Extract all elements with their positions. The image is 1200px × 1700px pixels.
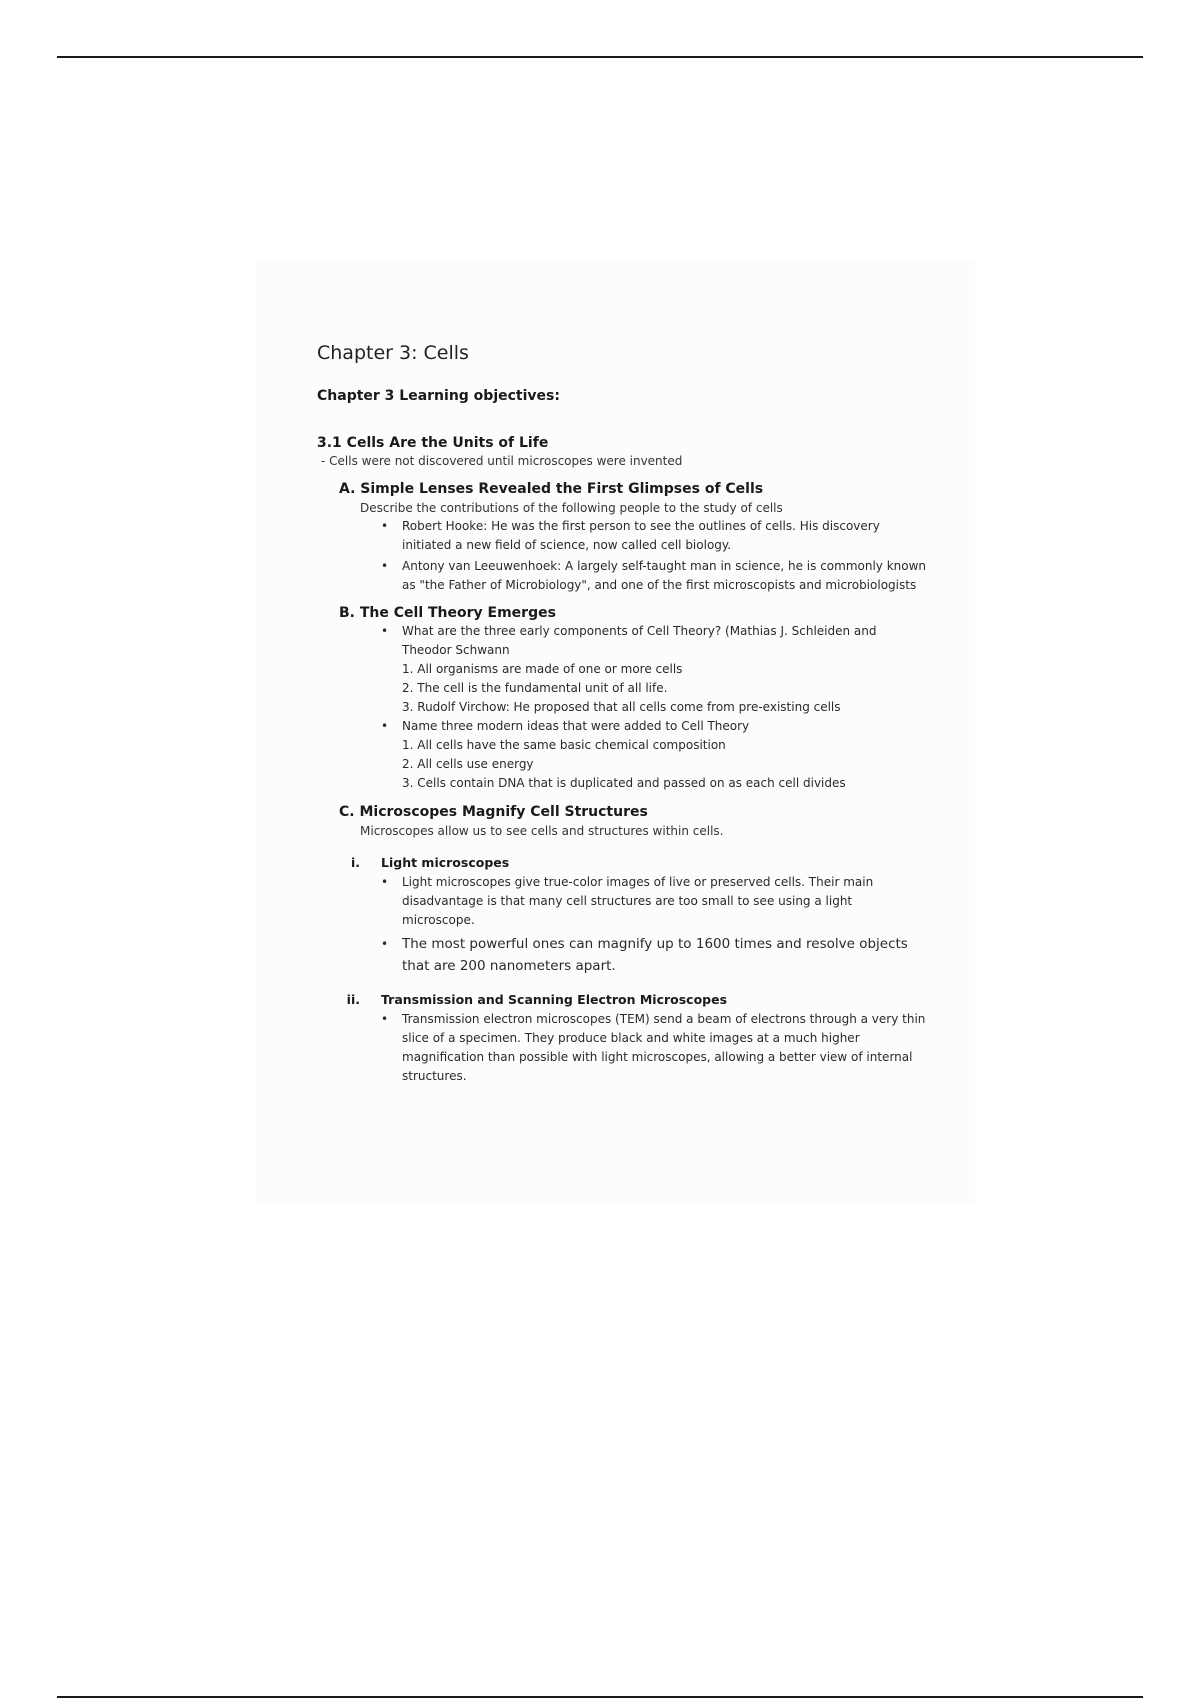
section-note: - Cells were not discovered until microscopes were invented [321,454,683,468]
sub-ii-heading [317,991,927,1009]
part-c-heading: C. Microscopes Magnify Cell Structures [339,804,648,820]
list-item: 1. All cells have the same basic chemical composition [402,738,726,752]
top-rule [57,56,1143,58]
list-item: 2. All cells use energy [402,757,534,771]
list-item: • What are the three early components of Cell Theory? (Mathias J. Schleiden and Theodor Schwann [381,622,927,660]
part-b-question-1 [317,622,927,660]
sub-ii-title: Transmission and Scanning Electron Microscopes [381,992,728,1007]
part-b-question-2 [317,717,927,736]
list-item: • Transmission electron microscopes (TEM) send a beam of electrons through a very thin slice of a specimen. They produce black and white images at a much higher magnification than possible with light microscopes, allowing a better view of internal structures. [381,1010,927,1086]
list-item: • Name three modern ideas that were added to Cell Theory [381,717,927,736]
sub-ii-numeral: ii. [346,992,360,1007]
part-a-bullets [317,517,927,595]
sub-i-numeral: i. [350,855,360,870]
part-a-intro: Describe the contributions of the following people to the study of cells [360,501,783,515]
sub-i-heading [317,854,927,872]
list-item: • Robert Hooke: He was the first person to see the outlines of cells. His discovery initiated a new field of science, now called cell biology. [381,517,927,555]
part-b-answers-2 [317,736,927,793]
sub-i-bullets [317,873,927,977]
document-page [255,262,975,1202]
list-item: • Antony van Leeuwenhoek: A largely self-taught man in science, he is commonly known as "the Father of Microbiology", and one of the first microscopists and microbiologists [381,557,927,595]
list-item: 3. Cells contain DNA that is duplicated and passed on as each cell divides [402,776,846,790]
part-a-heading: A. Simple Lenses Revealed the First Glimpses of Cells [339,481,764,497]
chapter-title: Chapter 3: Cells [317,342,469,364]
part-b-answers-1 [317,660,927,717]
document-content [317,340,927,1086]
section-title: 3.1 Cells Are the Units of Life [317,435,549,451]
objectives-heading: Chapter 3 Learning objectives: [317,388,560,404]
bottom-rule [57,1696,1143,1698]
part-c-intro: Microscopes allow us to see cells and structures within cells. [360,824,724,838]
part-b-heading: B. The Cell Theory Emerges [339,605,556,621]
sub-i-title: Light microscopes [381,855,510,870]
list-item: • The most powerful ones can magnify up to 1600 times and resolve objects that are 200 nanometers apart. [381,933,927,977]
list-item: 1. All organisms are made of one or more cells [402,662,683,676]
sub-ii-bullets [317,1010,927,1086]
list-item: 2. The cell is the fundamental unit of all life. [402,681,668,695]
list-item: • Light microscopes give true-color images of live or preserved cells. Their main disadvantage is that many cell structures are too small to see using a light microscope. [381,873,927,930]
list-item: 3. Rudolf Virchow: He proposed that all cells come from pre-existing cells [402,700,841,714]
